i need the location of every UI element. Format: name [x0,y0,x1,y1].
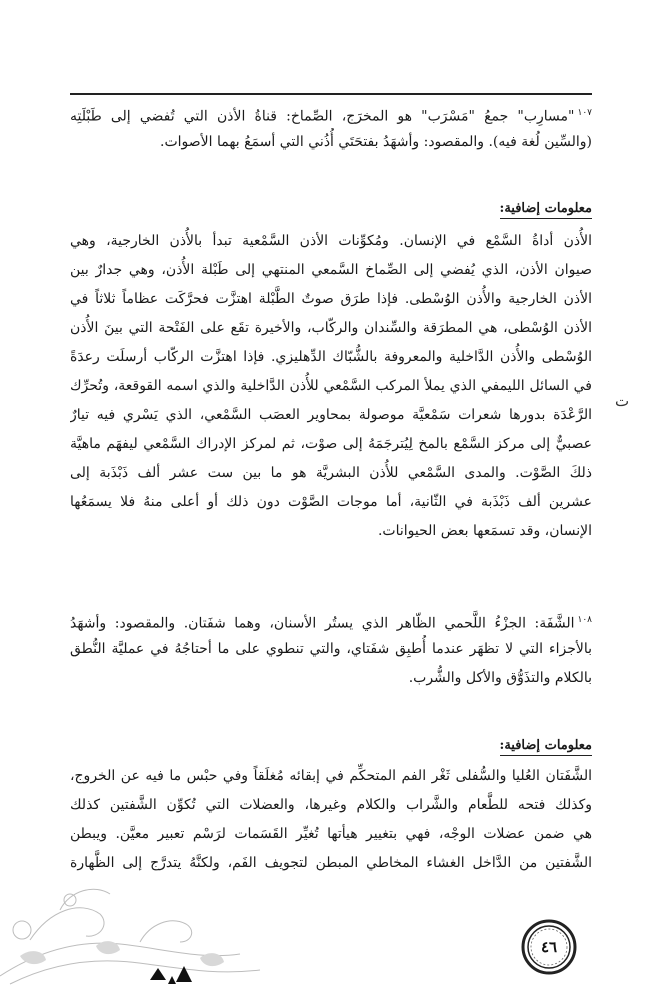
text-line: الأذن الخارجية والأُذن الوُسْطى. فإذا طرَق صوتٌ الطَّبْلة اهتزَّت فحرَّكَت عظاماً ثلاثاً في [70,291,592,307]
text-line: بالأجزاء التي لا تظهَر عندما أُطبِق شفَتاي، والتي تنطوي على ما أحتاجُهُ في عمليَّة النُّطق [70,641,592,657]
text-line: الرَّعْدَة بدورها شعرات سَمْعيَّة موصولة بمحاوير العصَب السَّمْعي، الذي يَسْري فيه تيارٌ [70,407,592,423]
text-line: الوُسْطى والأُذن الدَّاخلية والمعروفة بالشُّبّاك الدِّهليزي. فإذا اهتزَّت الركّاب أرسلَت رعدَةً [70,349,592,365]
text-line: $^{١٠٧}$"مسارِب" جمعُ "مَسْرَب" هو المخرَج، الصِّماخ: قناةُ الأذن التي تُفضي إلى طَبْلَتِه [70,108,592,125]
section-heading: معلومات إضافية: [70,201,592,216]
text-line: عصبيٌّ إلى مركز السَّمْع بالمخ لِيُترجَمَهُ إلى صوْت، ثم لمركز الإدراك السَّمْعي ليفهَم ماهيَّة [70,436,592,452]
footnote-number: ١٠٧ [577,108,592,118]
info-paragraph-lips [70,762,592,878]
text-line: ذلكَ الصَّوْت. والمدى السَّمْعي للأُذن البشريَّة هو ما بين ست عشر ألف ذَبْذَبة إلى [70,465,592,481]
footnote-107 [70,99,592,157]
text-line: في السائل الليمفي الذي يملأ المركب السَّمْعي للأُذن الدَّاخلية والذي اسمه القوقعة، وتُحرِّك [70,378,592,394]
floral-ornament-icon [0,880,280,986]
text-line: هي ضمن عضلات الوجْه، فهي بتغيير هيأتها تُغيِّر القَسَمات لرَسْم تعبير معيَّن. ويبطن [70,826,592,842]
text-line: الشَّفَتان العُليا والسُّفلى ثَغْر الفم المتحكِّم في إبقائه مُغلَقاً وفي حبْس ما فيه عن الخروج، [70,768,592,784]
section-heading: معلومات إضافية: [70,738,592,753]
text-line: عشرين ألف ذَبْذَبة في الثّانية، أما موجات الصَّوْت دون ذلك أو أعلى منهُ فلا يسمَعُها [70,494,592,510]
info-paragraph-ear [70,227,592,546]
text-line: الأذن الوُسْطى، هي المطرَقة والسِّندان والركّاب، والأخيرة تقَع على الفَتْحة التي بينَ الأُذن [70,320,592,336]
footnote-number: ١٠٨ [577,615,592,625]
text-line: وكذلك فتحه للطَّعام والشَّراب والكلام وغيرها، والعضلات التي تُكوِّن الشَّفتين كذلك [70,797,592,813]
text-line: (والسِّين لُغة فيه). والمقصود: وأشهَدُ بفتحَتَي أُذُني التي أسمَعُ بهما الأصوات. [160,134,592,150]
text-line: الشَّفتين من الدَّاخل الغشاء المخاطي المبطن لتجويف الفَم، ولكنَّهُ يتدرَّج إلى الظَّهارة [70,855,592,871]
text-line: صيوان الأذن، الذي يُفضي إلى الصِّماخ السَّمعي المنتهي إلى طَبْلة الأُذن، وهي جدارٌ بين [70,262,592,278]
text-line: بالكلام والتذَوُّق والأكل والشُّرب. [408,670,592,686]
text-line: الإنسان، وقد تسمَعها بعض الحيوانات. [377,523,592,539]
footnote-108 [70,606,592,693]
top-rule [70,93,592,95]
page-number: ٤٦ [540,938,558,956]
text-line: $^{١٠٨}$الشَّفَة: الجزْءُ اللَّحمي الظّاهر الذي يستُر الأسنان، وهما شفَتان. والمقصود: وأشهَدُ [70,615,592,632]
margin-mark: ت [615,392,630,410]
text-line: الأُذن أداةُ السَّمْع في الإنسان. ومُكوِّنات الأذن السَّمْعية تبدأ بالأُذن الخارجية، وهي [70,233,592,249]
